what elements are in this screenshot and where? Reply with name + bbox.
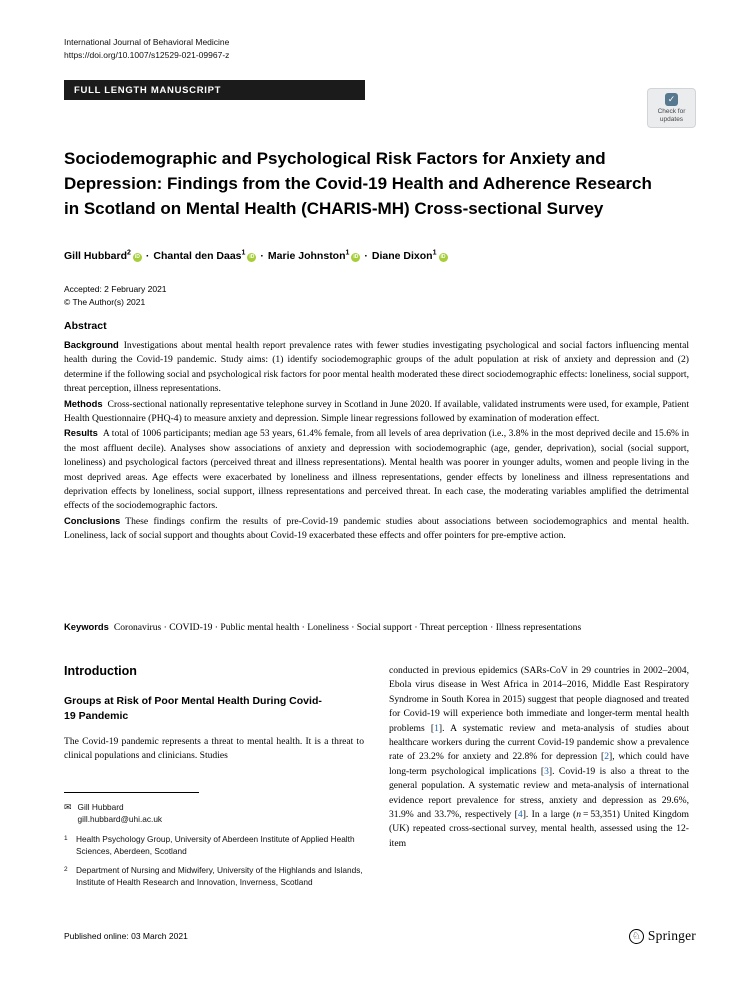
- accepted-date: Accepted: 2 February 2021: [64, 284, 167, 294]
- author-name: Chantal den Daas$^1$iD: [153, 249, 255, 262]
- abstract-section-label: Methods: [64, 397, 103, 409]
- author-name: Gill Hubbard$^2$iD: [64, 249, 140, 262]
- author-name: Diane Dixon$^1$iD: [371, 249, 446, 262]
- keywords-text: Coronavirus · COVID-19 · Public mental health · Loneliness · Social support · Threat perception · Illness representations: [113, 622, 582, 633]
- paper-title: Sociodemographic and Psychological Risk Factors for Anxiety and Depression: Findings from the Covid-19 Health and Adherence Research in Scotland on Mental Health (CHARIS-MH) Cross-sectional Survey: [64, 149, 652, 218]
- springer-wordmark: Springer: [647, 928, 696, 943]
- article-type-banner: [64, 80, 365, 100]
- journal-header: [64, 36, 689, 62]
- springer-logo: [629, 928, 696, 944]
- copyright-notice: © The Author(s) 2021: [64, 297, 146, 307]
- abstract-heading: Abstract: [64, 320, 107, 332]
- introduction-heading: Introduction: [64, 664, 137, 678]
- section-subheading: Groups at Risk of Poor Mental Health During Covid-19 Pandemic: [64, 695, 322, 722]
- correspondence-block: [64, 802, 364, 825]
- author-affiliation-sup: 1: [241, 249, 246, 256]
- check-for-updates-label: Check for updates: [657, 108, 686, 123]
- crossmark-check-icon: ✓: [665, 93, 678, 106]
- footnotes-block: [64, 792, 364, 896]
- abstract-paragraph: Results A total of 1006 participants; median age 53 years, 61.4% female, from all levels of area deprivation (i.e., 3.8% in the most deprived decile and 15.6% in the most affluent decile). Analyses show associations of anxiety and depression with sociodemographic (age, gender, deprivation), social (social support, loneliness) and psychological factors (perceived threat and illness representations). Mental health was poorer in younger adults, women and people living in the most deprived areas. Age effects were exacerbated by loneliness and illness representations, gender effects by loneliness and illness representations and deprivation effects by loneliness, social support, illness representations and perceived threat. In each case, the moderating variables amplified the detrimental effects of the sociodemographic factors.: [64, 427, 689, 512]
- author-affiliation-sup: 2: [127, 249, 131, 256]
- correspondence-email[interactable]: gill.hubbard@uhi.ac.uk: [77, 813, 163, 824]
- author-affiliation-sup: 1: [432, 249, 437, 256]
- author-separator: ·: [145, 249, 150, 262]
- article-dates: [64, 283, 167, 309]
- envelope-icon: ✉: [64, 802, 72, 812]
- abstract-section-label: Conclusions: [64, 514, 121, 526]
- published-online-date: Published online: 03 March 2021: [64, 931, 188, 941]
- orcid-icon[interactable]: iD: [134, 253, 140, 260]
- affiliation-item: [64, 834, 364, 857]
- abstract-section-label: Background: [64, 339, 119, 350]
- journal-name: International Journal of Behavioral Medicine: [64, 37, 230, 47]
- author-separator: ·: [260, 249, 264, 262]
- footnote-divider: [64, 792, 199, 793]
- citation-link[interactable]: 3: [544, 765, 549, 777]
- affiliation-text: Health Psychology Group, University of Aberdeen Institute of Applied Health Sciences, Aberdeen, Scotland: [76, 834, 355, 856]
- springer-horse-icon: ♘: [629, 929, 644, 944]
- citation-link[interactable]: 2: [604, 751, 609, 763]
- doi-link[interactable]: https://doi.org/10.1007/s12529-021-09967-z: [64, 50, 230, 60]
- abstract-paragraph: Conclusions These findings confirm the results of pre-Covid-19 pandemic studies about associations between sociodemographics and mental health. Loneliness, lack of social support and thoughts about Covid-19 exacerbated these effects and offer pointers for pre-emptive action.: [64, 514, 689, 542]
- citation-link[interactable]: 4: [517, 809, 523, 821]
- abstract-paragraph: Methods Cross-sectional nationally representative telephone survey in Scotland in June 2020. If available, validated instruments were used, for example, Patient Health Questionnaire (PHQ-4) to measure anxiety and depression. Simple linear regressions followed by examination of moderation effect.: [64, 397, 689, 425]
- orcid-icon[interactable]: iD: [249, 253, 255, 260]
- orcid-icon[interactable]: iD: [440, 253, 446, 260]
- right-column: [389, 664, 689, 851]
- affiliation-item: [64, 865, 364, 888]
- abstract-section: [64, 320, 689, 544]
- affiliation-text: Department of Nursing and Midwifery, University of the Highlands and Islands, Institute of Health Research and Innovation, Inverness, Scotland: [76, 865, 363, 887]
- orcid-icon[interactable]: iD: [353, 253, 359, 260]
- check-for-updates-badge[interactable]: [647, 88, 696, 128]
- abstract-section-label: Results: [64, 427, 98, 439]
- correspondence-name: Gill Hubbard: [77, 802, 124, 812]
- author-affiliation-sup: 1: [345, 249, 350, 256]
- author-name: Marie Johnston$^1$iD: [267, 249, 359, 262]
- page-footer: [64, 928, 696, 944]
- body-paragraph: conducted in previous epidemics (SARs-CoV in 29 countries in 2002–2004, Ebola virus disease in West Africa in 2014–2016, Middle East Respiratory Syndrome in South Korea in 2015) suggest that people diagnosed and treated for Covid-19 will experience both immediate and longer-term mental health problems [1]. A systematic review and meta-analysis of studies about healthcare workers during the current Covid-19 pandemic show a prevalence rate of 23.2% for anxiety and 22.8% for depression [2], which could have long-term psychological implications [3]. Covid-19 is also a threat to the general population. A systematic review and meta-analysis of international evidence report prevalence for stress, anxiety and depression as 29.6%, 31.9% and 33.7%, respectively [4]. In a large (n = 53,351) United Kingdom (UK) repeated cross-sectional survey, mental health, assessed using the 12-item: [389, 665, 690, 849]
- keywords-label: Keywords: [64, 621, 109, 632]
- intro-paragraph: The Covid-19 pandemic represents a threat to mental health. It is a threat to clinical populations and clinicians. Studies: [64, 736, 364, 762]
- citation-link[interactable]: 1: [434, 722, 439, 734]
- keywords-line: [64, 620, 689, 635]
- affiliation-number: 1: [64, 835, 68, 842]
- abstract-paragraph: Background Investigations about mental health report prevalence rates with fewer studies investigating psychological and social factors influencing mental health during the Covid-19 pandemic. Study aims: (1) identify sociodemographic groups of the adult population at risk of anxiety and depression and (2) determine if the following social and psychological risk factors for poor mental health moderated these direct sociodemographic effects: loneliness, social support, threat perception, illness representations.: [64, 339, 689, 395]
- affiliation-number: 2: [64, 866, 68, 873]
- author-separator: ·: [364, 249, 368, 262]
- authors-line: [64, 249, 448, 262]
- article-type-label: FULL LENGTH MANUSCRIPT: [74, 84, 222, 96]
